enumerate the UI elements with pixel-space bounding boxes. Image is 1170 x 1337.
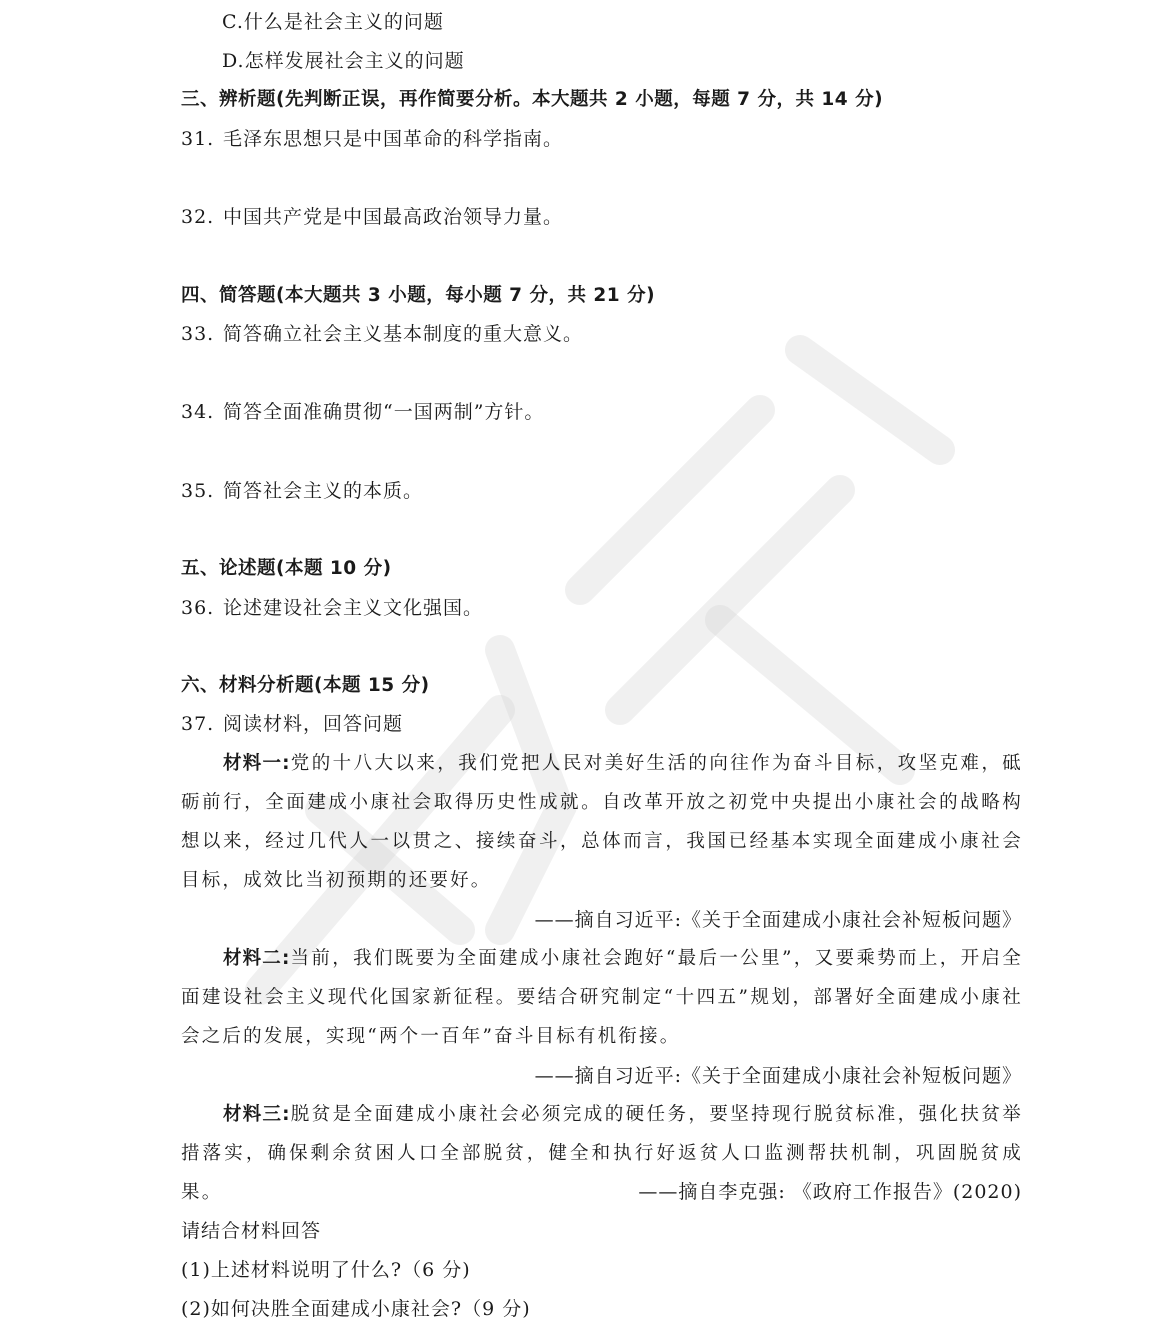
material-3-source: ——摘自李克强: 《政府工作报告》(2020) xyxy=(638,1181,1022,1203)
material-1-source: ——摘自习近平:《关于全面建成小康社会补短板问题》 xyxy=(534,909,1022,931)
option-d: D.怎样发展社会主义的问题 xyxy=(222,50,465,72)
question-text: 阅读材料，回答问题 xyxy=(223,713,404,735)
question-35 xyxy=(181,479,423,503)
subquestion-2: (2)如何决胜全面建成小康社会?（9 分) xyxy=(181,1298,531,1320)
section-5-heading: 五、论述题(本题 10 分) xyxy=(181,558,392,579)
question-text: 论述建设社会主义文化强国。 xyxy=(223,597,484,619)
question-text: 简答全面准确贯彻“一国两制”方针。 xyxy=(223,401,545,423)
answer-prompt: 请结合材料回答 xyxy=(181,1220,322,1242)
material-label: 材料二: xyxy=(223,948,291,969)
material-text: 党的十八大以来，我们党把人民对美好生活的向往作为奋斗目标，攻坚克难，砥砺前行，全面建成小康社会取得历史性成就。自改革开放之初党中央提出小康社会的战略构想以来，经过几代人一以贯之、接续奋斗，总体而言，我国已经基本实现全面建成小康社会目标，成效比当初预期的还要好。 xyxy=(181,753,1023,891)
section-3-heading: 三、辨析题(先判断正误，再作简要分析。本大题共 2 小题，每题 7 分，共 14 分) xyxy=(181,89,884,110)
section-4-heading: 四、简答题(本大题共 3 小题，每小题 7 分，共 21 分) xyxy=(181,285,656,306)
question-number: 32. xyxy=(181,206,215,228)
question-number: 31. xyxy=(181,128,215,150)
material-label: 材料一: xyxy=(223,753,291,774)
question-number: 37. xyxy=(181,713,215,735)
material-text: 脱贫是全面建成小康社会必须完成的硬任务，要坚持现行脱贫标准，强化扶贫举措落实，确保剩余贫困人口全部脱贫，健全和执行好返贫人口监测帮扶机制，巩固脱贫成果。 xyxy=(181,1104,1023,1203)
material-2-source: ——摘自习近平:《关于全面建成小康社会补短板问题》 xyxy=(534,1065,1022,1087)
section-6-heading: 六、材料分析题(本题 15 分) xyxy=(181,675,430,696)
material-label: 材料三: xyxy=(223,1104,291,1125)
question-number: 34. xyxy=(181,401,215,423)
question-number: 33. xyxy=(181,323,215,345)
question-text: 毛泽东思想只是中国革命的科学指南。 xyxy=(223,128,564,150)
material-text: 当前，我们既要为全面建成小康社会跑好“最后一公里”，又要乘势而上，开启全面建设社会主义现代化国家新征程。要结合研究制定“十四五”规划，部署好全面建成小康社会之后的发展，实现“两个一百年”奋斗目标有机衔接。 xyxy=(181,948,1023,1047)
subquestion-1: (1)上述材料说明了什么?（6 分) xyxy=(181,1259,471,1281)
question-number: 36. xyxy=(181,597,215,619)
question-text: 中国共产党是中国最高政治领导力量。 xyxy=(223,206,564,228)
material-2 xyxy=(181,939,1023,1056)
question-31 xyxy=(181,127,563,151)
question-37 xyxy=(181,712,403,736)
question-32 xyxy=(181,205,563,229)
question-text: 简答社会主义的本质。 xyxy=(223,480,424,502)
question-36 xyxy=(181,596,483,620)
question-number: 35. xyxy=(181,480,215,502)
option-c: C.什么是社会主义的问题 xyxy=(222,11,444,33)
question-text: 简答确立社会主义基本制度的重大意义。 xyxy=(223,323,584,345)
material-1 xyxy=(181,744,1023,900)
question-34 xyxy=(181,400,544,424)
question-33 xyxy=(181,322,583,346)
